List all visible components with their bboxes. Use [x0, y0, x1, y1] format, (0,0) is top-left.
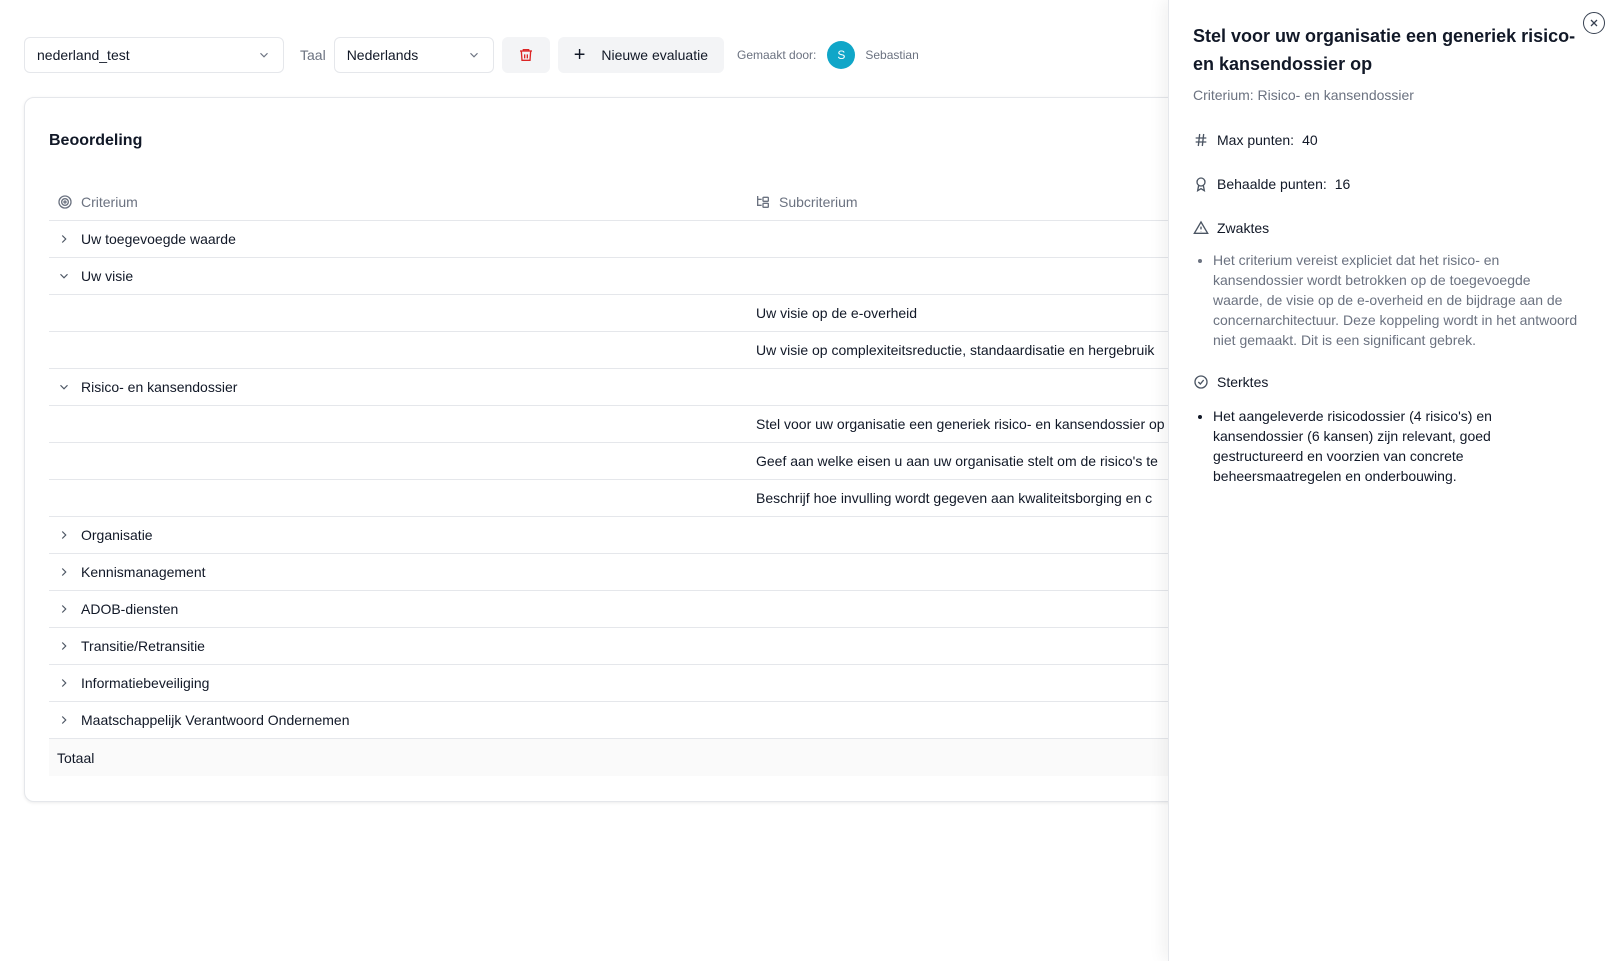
table-row[interactable]	[49, 702, 1189, 739]
avatar: S	[827, 41, 855, 69]
language-select[interactable]	[334, 37, 494, 73]
table-row[interactable]	[49, 258, 1189, 295]
hash-icon	[1193, 132, 1209, 148]
chevron-down-icon[interactable]	[57, 269, 71, 283]
strengths-list	[1213, 406, 1583, 486]
toolbar	[24, 37, 919, 73]
table-header	[49, 183, 1189, 221]
subcriterion-column-header	[755, 194, 858, 210]
criterion-label: Transitie/Retransitie	[81, 638, 205, 654]
language-label: Taal	[300, 47, 326, 63]
subcriterion-column-label: Subcriterium	[779, 193, 858, 210]
panel-title: Stel voor uw organisatie een generiek risico- en kansendossier op	[1193, 26, 1576, 74]
total-row	[49, 739, 1189, 776]
chevron-right-icon[interactable]	[57, 713, 71, 727]
new-evaluation-label: Nieuwe evaluatie	[601, 47, 708, 63]
target-icon	[57, 194, 73, 210]
delete-button[interactable]	[502, 37, 550, 73]
table-row[interactable]	[49, 554, 1189, 591]
chevron-down-icon	[257, 48, 271, 62]
table-row[interactable]	[49, 221, 1189, 258]
check-circle-icon	[1193, 374, 1209, 390]
weaknesses-list	[1213, 250, 1583, 350]
subcriterion-label: Uw visie op de e-overheid	[756, 305, 918, 321]
new-evaluation-button[interactable]	[558, 37, 724, 73]
subcriterion-label: Uw visie op complexiteitsreductie, standaardisatie en hergebruik	[756, 342, 1155, 358]
criterion-label: Risico- en kansendossier	[81, 379, 238, 395]
table-row[interactable]	[49, 517, 1189, 554]
hierarchy-icon	[755, 194, 771, 210]
strength-item: • Het aangeleverde risicodossier (4 risico's) en kansendossier (6 kansen) zijn relevant, goed gestructureerd en voorzien van concrete beheersmaatregelen en onderbouwing.	[1213, 406, 1583, 486]
table-row[interactable]	[49, 665, 1189, 702]
card-title: Beoordeling	[49, 132, 143, 149]
criterion-column-header	[57, 194, 138, 210]
chevron-right-icon[interactable]	[57, 565, 71, 579]
assessment-table	[49, 183, 1189, 776]
table-row[interactable]	[49, 406, 1189, 443]
criterion-label: ADOB-diensten	[81, 601, 179, 617]
language-select-value: Nederlands	[346, 47, 419, 63]
weakness-item: • Het criterium vereist expliciet dat het risico- en kansendossier wordt betrokken op de toegevoegde waarde, de visie op de e-overheid en de bijdrage aan de concernarchitectuur. Deze koppeling wordt in het antwoord niet gemaakt. Dit is een significant gebrek.	[1213, 250, 1583, 350]
warning-icon	[1193, 220, 1209, 236]
table-row[interactable]	[49, 628, 1189, 665]
max-points-label: Max punten:	[1217, 132, 1295, 148]
trash-icon	[518, 47, 534, 63]
criterion-label: Informatiebeveiliging	[81, 675, 210, 691]
criterion-label: Organisatie	[81, 527, 153, 543]
chevron-right-icon[interactable]	[57, 639, 71, 653]
subcriterion-label: Geef aan welke eisen u aan uw organisatie stelt om de risico's te	[756, 453, 1158, 469]
table-row[interactable]	[49, 443, 1189, 480]
table-row[interactable]	[49, 591, 1189, 628]
plus-icon: +	[573, 44, 586, 66]
table-row[interactable]	[49, 369, 1189, 406]
max-points	[1193, 132, 1318, 148]
achieved-points	[1193, 176, 1350, 192]
chevron-right-icon[interactable]	[57, 676, 71, 690]
assessment-card	[24, 97, 1204, 802]
user-name: Sebastian	[865, 48, 919, 62]
table-row[interactable]	[49, 480, 1189, 517]
chevron-down-icon[interactable]	[57, 380, 71, 394]
max-points-value: 40	[1302, 132, 1318, 148]
criterion-label: Maatschappelijk Verantwoord Ondernemen	[81, 712, 350, 728]
criterion-label: Kennismanagement	[81, 564, 206, 580]
achieved-points-label: Behaalde punten:	[1217, 176, 1327, 192]
subcriterion-label: Stel voor uw organisatie een generiek risico- en kansendossier op	[756, 416, 1165, 432]
achieved-points-value: 16	[1334, 176, 1351, 192]
chevron-right-icon[interactable]	[57, 232, 71, 246]
subcriterion-label: Beschrijf hoe invulling wordt gegeven aan kwaliteitsborging en c	[756, 490, 1153, 506]
strengths-label: Sterktes	[1217, 374, 1269, 390]
total-label: Totaal	[57, 749, 95, 766]
made-by-label: Gemaakt door:	[737, 48, 817, 62]
project-select-value: nederland_test	[37, 47, 130, 63]
chevron-down-icon	[467, 48, 481, 62]
weaknesses-label: Zwaktes	[1217, 220, 1270, 236]
table-row[interactable]	[49, 332, 1189, 369]
table-row[interactable]	[49, 295, 1189, 332]
chevron-right-icon[interactable]	[57, 528, 71, 542]
detail-panel	[1168, 0, 1616, 961]
criterion-label: Uw visie	[81, 268, 134, 284]
chevron-right-icon[interactable]	[57, 602, 71, 616]
project-select[interactable]	[24, 37, 284, 73]
award-icon	[1193, 176, 1209, 192]
strengths-heading	[1193, 374, 1268, 390]
panel-subtitle: Criterium: Risico- en kansendossier	[1193, 87, 1414, 103]
criterion-column-label: Criterium	[81, 193, 138, 210]
weaknesses-heading	[1193, 220, 1269, 236]
criterion-label: Uw toegevoegde waarde	[81, 231, 236, 247]
